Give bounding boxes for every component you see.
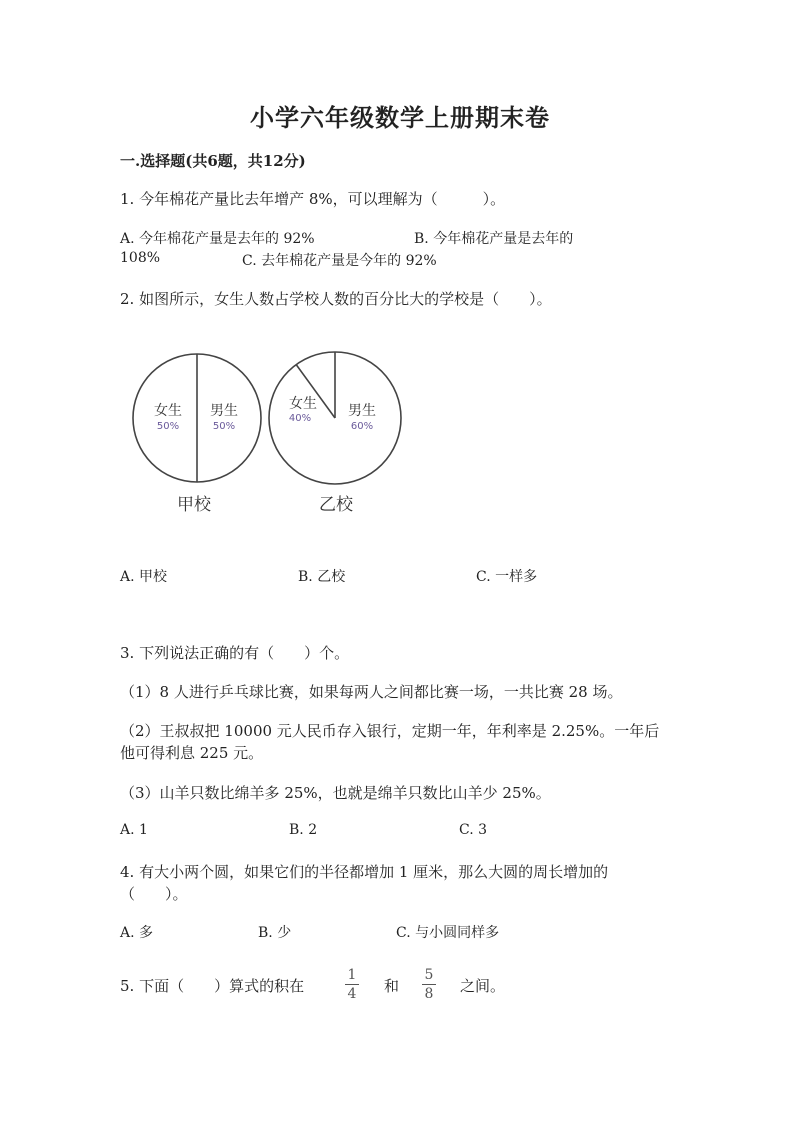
question-1-option-b: B. 今年棉花产量是去年的 <box>414 231 574 247</box>
question-3-text: 3. 下列说法正确的有（ ）个。 <box>120 644 350 662</box>
question-1-text: 1. 今年棉花产量比去年增产 8%，可以理解为（ ）。 <box>120 190 506 208</box>
question-2-option-c: C. 一样多 <box>476 569 538 585</box>
question-4-option-a: A. 多 <box>120 925 154 941</box>
pie-a-boys-pct: 50% <box>212 421 236 432</box>
fraction-five-eighths-denominator: 8 <box>424 986 434 1002</box>
question-1-option-b-continued: 108% <box>120 250 161 266</box>
pie-a-boys-label: 男生 <box>210 403 238 419</box>
question-1-option-a: A. 今年棉花产量是去年的 92% <box>120 231 315 247</box>
question-3-option-a: A. 1 <box>120 822 148 838</box>
pie-a-girls-label: 女生 <box>154 403 182 419</box>
question-2-option-a: A. 甲校 <box>120 569 168 585</box>
question-3-statement-1: （1）8 人进行乒乓球比赛，如果每两人之间都比赛一场，一共比赛 28 场。 <box>120 683 623 701</box>
fraction-five-eighths-numerator: 5 <box>424 967 434 983</box>
fraction-one-quarter-numerator: 1 <box>347 967 357 983</box>
section-heading: 一.选择题(共6题，共12分) <box>120 152 306 170</box>
question-4-option-c: C. 与小圆同样多 <box>396 925 500 941</box>
pie-charts-figure <box>120 340 420 530</box>
fraction-one-quarter <box>345 967 359 1002</box>
question-4-option-b: B. 少 <box>258 925 292 941</box>
question-3-statement-2: （2）王叔叔把 10000 元人民币存入银行，定期一年，年利率是 2.25%。一年后 <box>120 722 660 740</box>
question-1-option-c: C. 去年棉花产量是今年的 92% <box>242 253 437 269</box>
question-4-text: 4. 有大小两个圆，如果它们的半径都增加 1 厘米，那么大圆的周长增加的 <box>120 863 609 881</box>
question-2-text: 2. 如图所示，女生人数占学校人数的百分比大的学校是（ ）。 <box>120 290 552 308</box>
pie-a-caption: 甲校 <box>177 495 211 515</box>
question-3-option-c: C. 3 <box>459 822 488 838</box>
question-3-statement-3: （3）山羊只数比绵羊多 25%，也就是绵羊只数比山羊少 25%。 <box>120 784 551 802</box>
fraction-five-eighths <box>422 967 436 1002</box>
pie-b-caption: 乙校 <box>319 495 353 515</box>
pie-b-boys-pct: 60% <box>350 421 374 432</box>
page-title: 小学六年级数学上册期末卷 <box>250 103 550 132</box>
question-5-and: 和 <box>384 977 400 995</box>
pie-b-girls-pct: 40% <box>288 413 312 424</box>
pie-chart-school-b <box>269 352 401 515</box>
pie-a-girls-pct: 50% <box>156 421 180 432</box>
question-2-option-b: B. 乙校 <box>298 569 346 585</box>
pie-b-girls-label: 女生 <box>289 396 317 412</box>
question-4-text-continued: （ ）。 <box>120 885 188 903</box>
fraction-bar <box>422 984 436 985</box>
fraction-bar <box>345 984 359 985</box>
question-5-text: 5. 下面（ ）算式的积在 <box>120 977 305 995</box>
pie-chart-school-a <box>133 354 261 515</box>
question-3-statement-2-continued: 他可得利息 225 元。 <box>120 744 264 762</box>
pie-b-boys-label: 男生 <box>348 403 376 419</box>
question-5-end: 之间。 <box>460 977 506 995</box>
fraction-one-quarter-denominator: 4 <box>347 986 357 1002</box>
question-3-option-b: B. 2 <box>289 822 318 838</box>
